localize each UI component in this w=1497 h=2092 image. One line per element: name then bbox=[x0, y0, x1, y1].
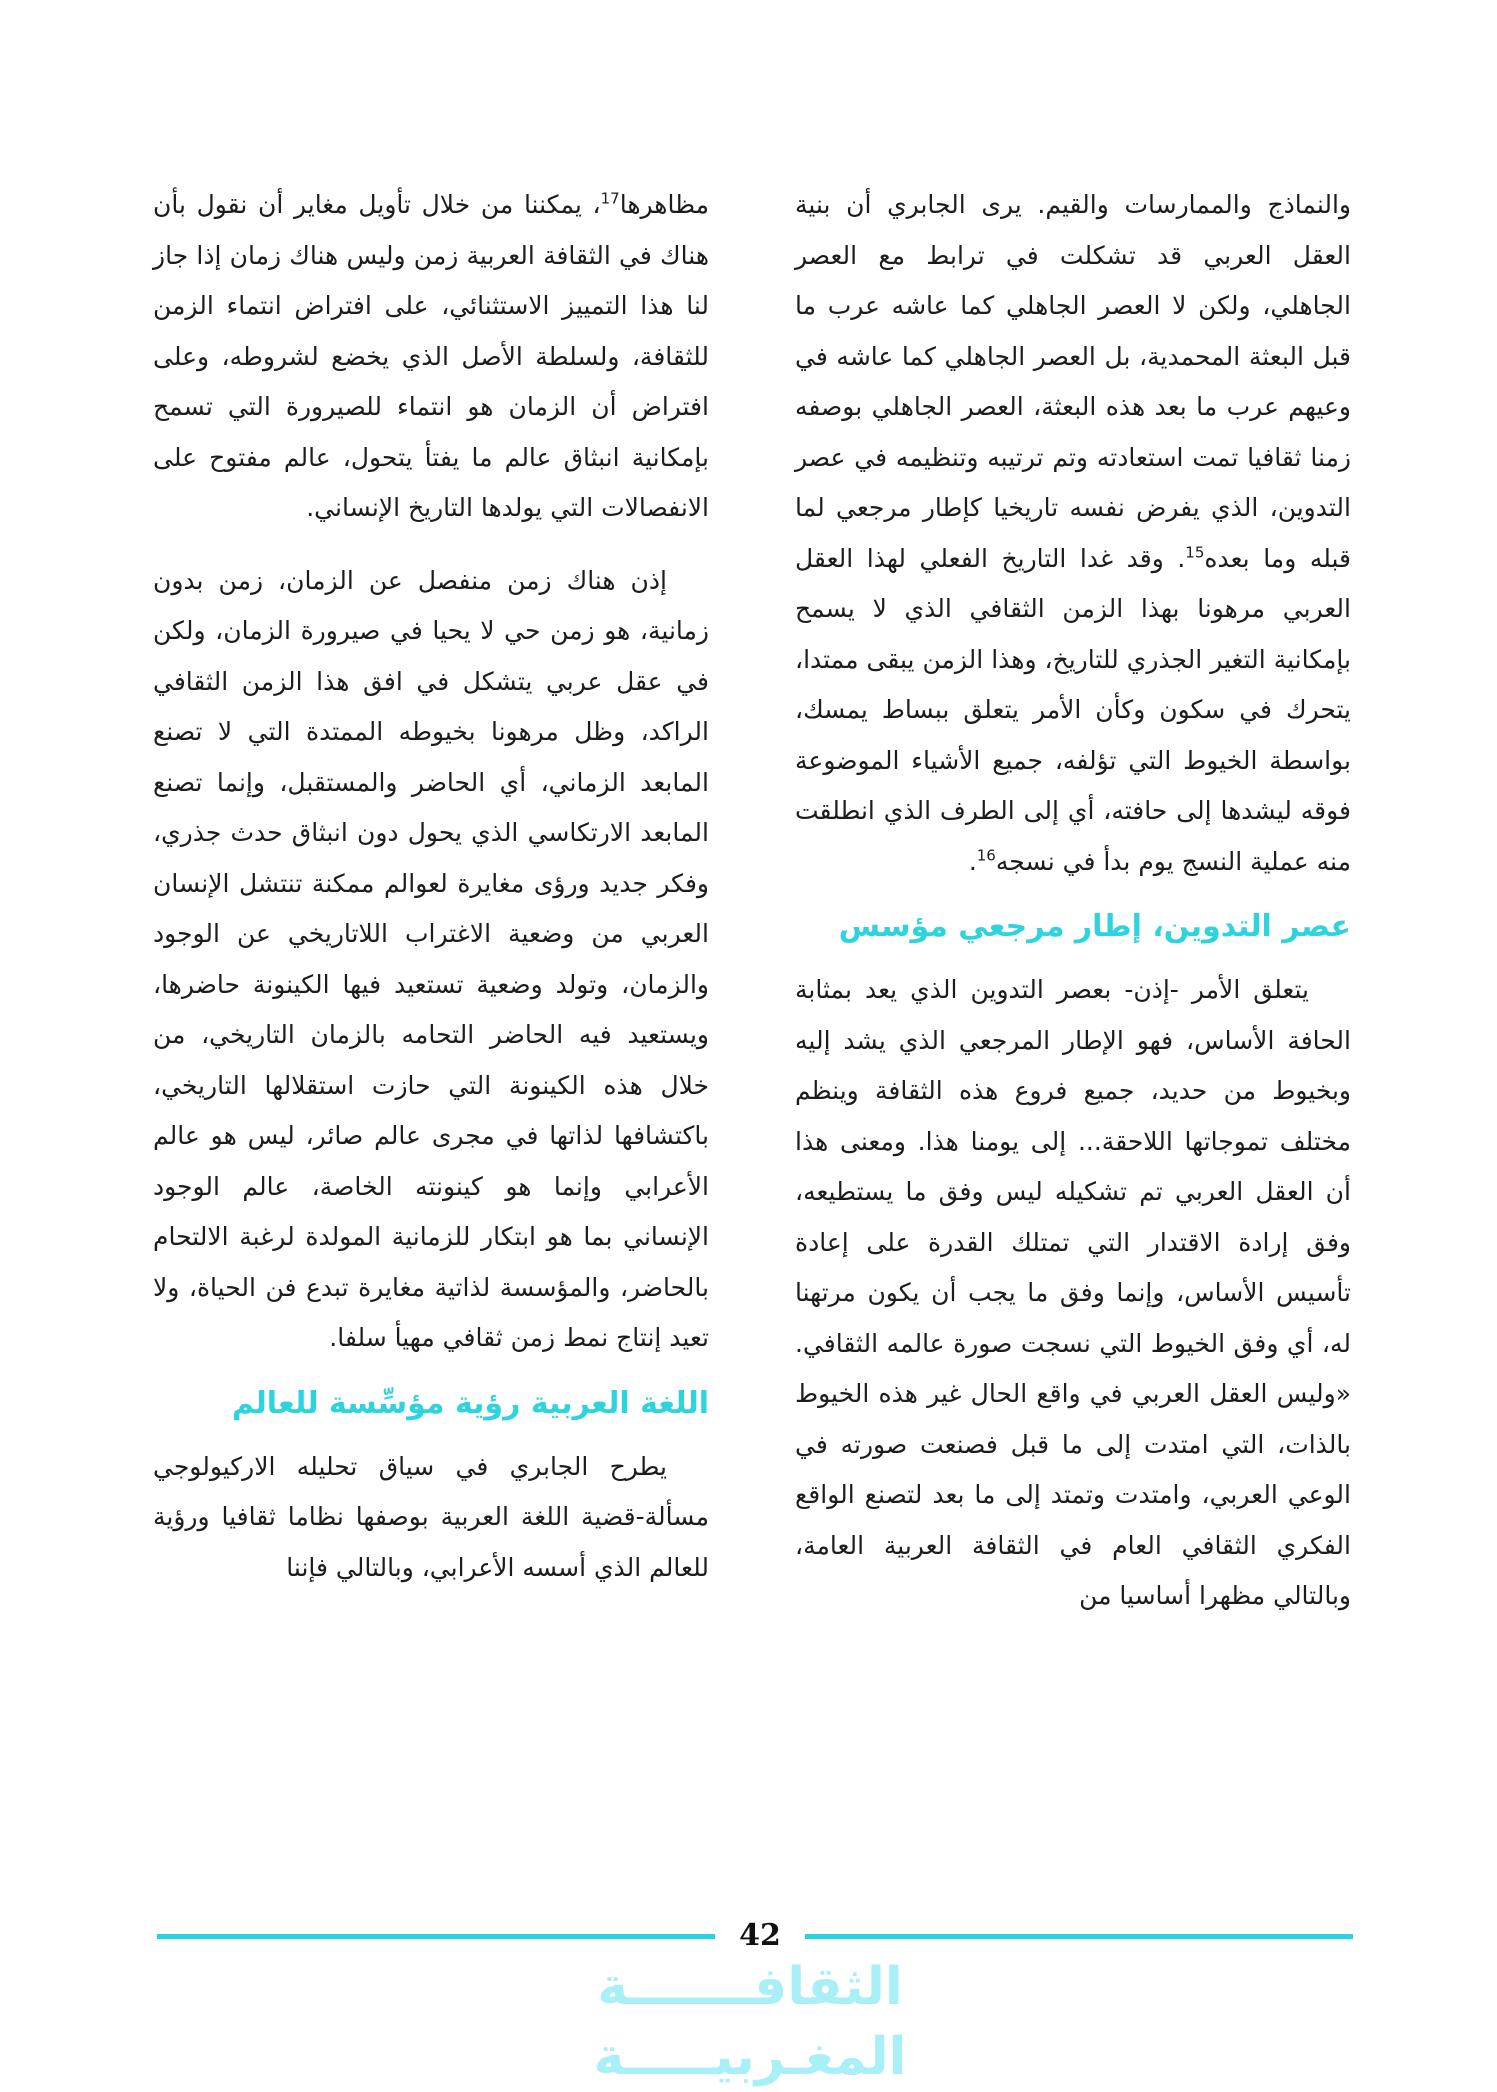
left-paragraph-1-start: مظاهرها bbox=[619, 190, 709, 219]
section-heading-arabic-language: اللغة العربية رؤية مؤسِّسة للعالم bbox=[231, 1385, 709, 1421]
footer-rule-right bbox=[805, 1934, 1353, 1939]
right-paragraph-2: يتعلق الأمر -إذن- بعصر التدوين الذي يعد بمثابة الحافة الأساس، فهو الإطار المرجعي الذي يشد إليه وبخيوط من حديد، جميع فروع هذه الثقافة وينظم مختلف تموجاتها اللاحقة... إلى يومنا هذا. ومعنى هذا أن العقل العربي تم تشكيله ليس وفق ما يستطيعه، وفق إرادة الاقتدار التي تمتلك القدرة على إعادة تأسيس الأساس، وإنما وفق ما يجب أن يكون مرتهنا له، أي وفق الخيوط التي نسجت صورة عالمه الثقافي. «وليس العقل العربي في واقع الحال غير هذه الخيوط بالذات، التي امتدت إلى ما قبل فصنعت صورته في الوعي العربي، وامتدت وتمتد إلى ما بعد لتصنع الواقع الفكري الثقافي العام في الثقافة العربية العامة، وبالتالي مظهرا أساسيا من bbox=[795, 975, 1351, 1610]
footnote-ref-17: 17 bbox=[600, 189, 620, 208]
page-number: 42 bbox=[739, 1918, 781, 1953]
footnote-ref-15: 15 bbox=[1185, 543, 1205, 562]
left-column bbox=[153, 180, 709, 1593]
footnote-ref-16: 16 bbox=[976, 846, 996, 865]
right-paragraph-1-tail: . bbox=[968, 846, 977, 876]
section-heading-codification-era: عصر التدوين، إطار مرجعي مؤسس bbox=[838, 909, 1351, 944]
left-paragraph-1 bbox=[153, 180, 709, 534]
footer-rule-left bbox=[157, 1934, 715, 1939]
right-paragraph-1-text: والنماذج والممارسات والقيم. يرى الجابري أن بنية العقل العربي قد تشكلت في ترابط مع العصر الجاهلي، ولكن لا العصر الجاهلي كما عاشه عرب ما قبل البعثة المحمدية، بل العصر الجاهلي كما عاشه في وعيهم عرب ما بعد هذه البعثة، العصر الجاهلي بوصفه زمنا ثقافيا تمت استعادته وتم ترتيبه وتنظيمه في عصر التدوين، الذي يفرض نفسه تاريخيا كإطار مرجعي لما قبله وما بعده bbox=[795, 190, 1352, 573]
right-paragraph-1-continuation: . وقد غدا التاريخ الفعلي لهذا العقل العربي مرهونا بهذا الزمن الثقافي الذي لا يسمح بإمكانية التغير الجذري للتاريخ، وهذا الزمن يبقى ممتدا، يتحرك في سكون وكأن الأمر يتعلق ببساط يمسك، بواسطة الخيوط التي تؤلفه، جميع الأشياء الموضوعة فوقه ليشدها إلى حافته، أي إلى الطرف الذي انطلقت منه عملية النسج يوم بدأ في نسجه bbox=[795, 543, 1351, 876]
magazine-title: الثقافـــــــة المغـربيـــــة bbox=[593, 1957, 907, 2087]
right-column bbox=[795, 180, 1351, 1622]
right-paragraph-1 bbox=[795, 180, 1351, 887]
left-paragraph-2: إذن هناك زمن منفصل عن الزمان، زمن بدون زمانية، هو زمن حي لا يحيا في صيرورة الزمان، ولكن في عقل عربي يتشكل في افق هذا الزمن الثقافي الراكد، وظل مرهونا بخيوطه الممتدة التي لا تصنع المابعد الزماني، أي الحاضر والمستقبل، وإنما تصنع المابعد الارتكاسي الذي يحول دون انبثاق حدث جذري، وفكر جديد ورؤى مغايرة لعوالم ممكنة تنتشل الإنسان العربي من وضعية الاغتراب اللاتاريخي عن الوجود والزمان، وتولد وضعية تستعيد فيها الكينونة حاضرها، ويستعيد فيه الحاضر التحامه بالزمان التاريخي، من خلال هذه الكينونة التي حازت استقلالها التاريخي، باكتشافها لذاتها في مجرى عالم صائر، ليس هو عالم الأعرابي وإنما هو كينونته الخاصة، عالم الوجود الإنساني بما هو ابتكار للزمانية المولدة لرغبة الالتحام بالحاضر، والمؤسسة لذاتية مغايرة تبدع فن الحياة، ولا تعيد إنتاج نمط زمن ثقافي مهيأ سلفا. bbox=[153, 565, 709, 1352]
left-paragraph-1-text: ، يمكننا من خلال تأويل مغاير أن نقول بأن هناك في الثقافة العربية زمن وليس هناك زمان إذا جاز لنا هذا التمييز الاستثنائي، على افتراض انتماء الزمن للثقافة، ولسلطة الأصل الذي يخضع لشروطه، وعلى افتراض أن الزمان هو انتماء للصيرورة التي تسمح بإمكانية انبثاق عالم ما يفتأ يتحول، عالم مفتوح على الانفصالات التي يولدها التاريخ الإنساني. bbox=[153, 190, 709, 522]
left-paragraph-3: يطرح الجابري في سياق تحليله الاركيولوجي مسألة-قضية اللغة العربية بوصفها نظاما ثقافيا ورؤية للعالم الذي أسسه الأعرابي، وبالتالي فإننا bbox=[153, 1451, 709, 1582]
